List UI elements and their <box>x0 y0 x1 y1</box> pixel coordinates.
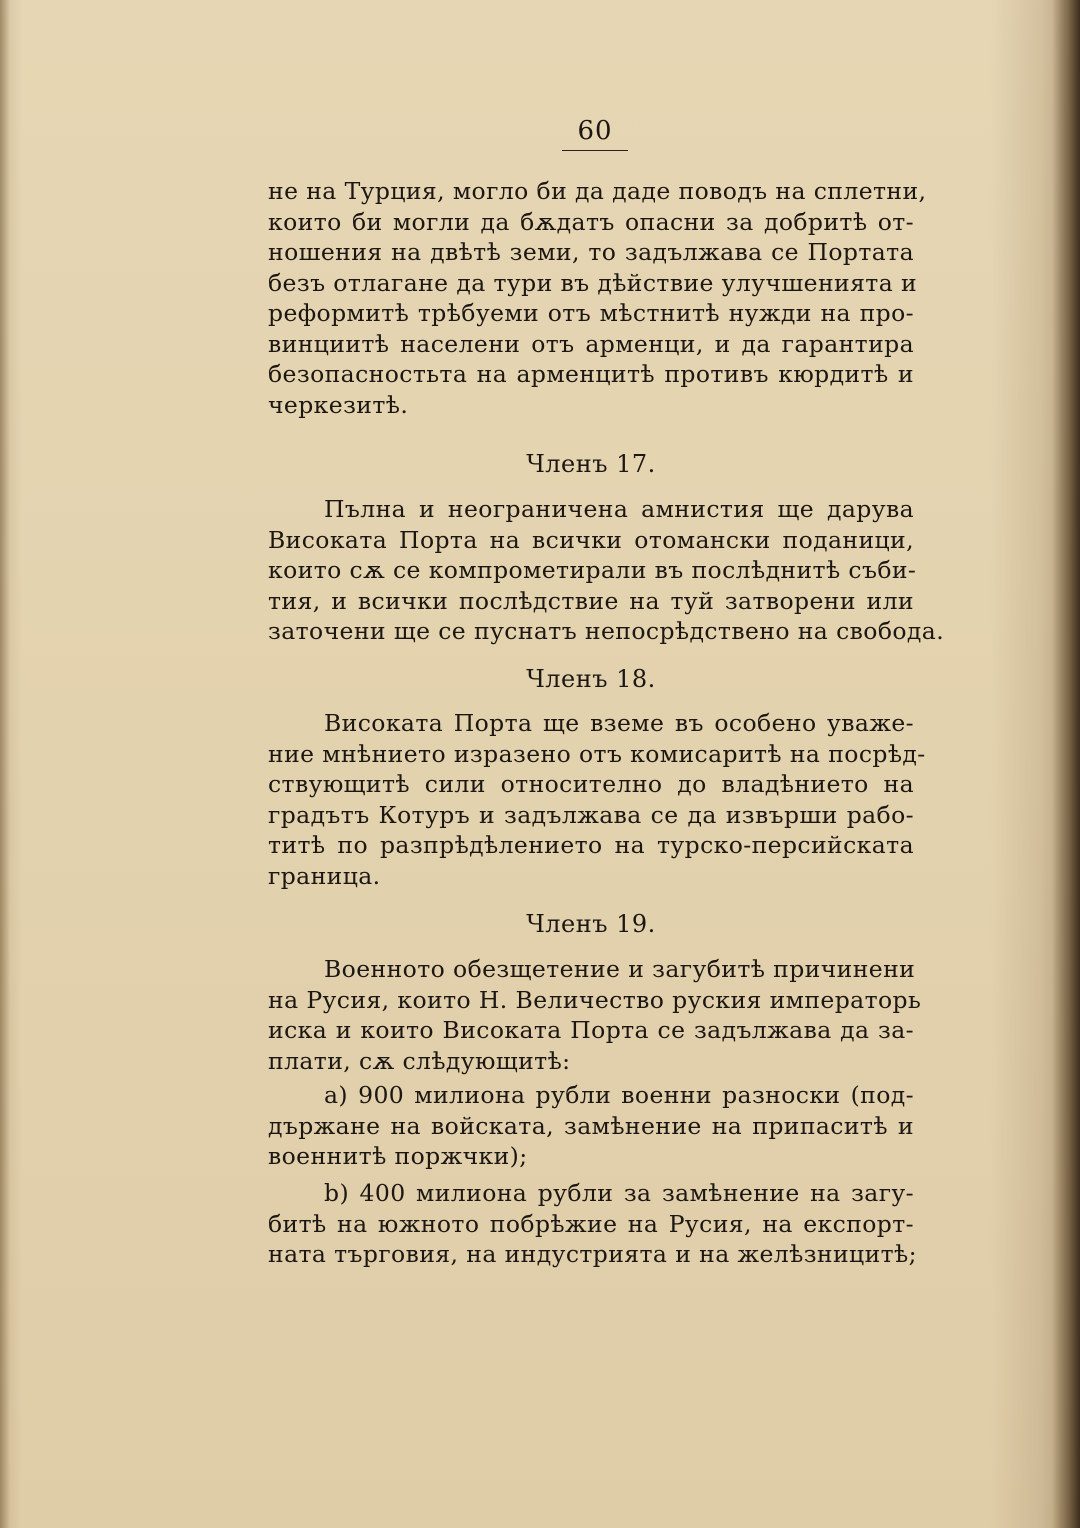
text-line: Пълна и неограничена амнистия ще дарува <box>324 495 914 523</box>
page-gutter-shadow <box>1052 0 1080 1528</box>
text-line: ние мнѣнието изразено отъ комисаритѣ на посрѣд- <box>268 739 926 768</box>
text-line: безъ отлагане да тури въ дѣйствие улучшенията и <box>268 268 918 297</box>
article-17-heading: Членъ 17. <box>526 450 656 478</box>
text-line: не на Турция, могло би да даде поводъ на сплетни, <box>268 177 927 205</box>
text-line: ствующитѣ сили относително до владѣнието на <box>268 770 914 798</box>
article-19-item-a <box>268 1080 914 1172</box>
text-line: винциитѣ населени отъ арменци, и да гарантира <box>268 329 914 358</box>
text-line: иска и които Високата Порта се задължава да за- <box>268 1016 914 1044</box>
text-line: безопасностьта на арменцитѣ противъ кюрдитѣ и <box>268 360 914 388</box>
text-line: Високата Порта на всички отомански поданици, <box>268 525 914 554</box>
text-line: които би могли да бѫдатъ опасни за добритѣ от- <box>268 207 914 236</box>
article-19-item-b <box>268 1178 917 1270</box>
page-number: 60 <box>577 116 613 146</box>
text-line: битѣ на южното побрѣжие на Русия, на експорт- <box>268 1209 914 1238</box>
text-line: Високата Порта ще вземе въ особено уваже- <box>324 709 914 737</box>
text-line: военнитѣ поржчки); <box>268 1142 528 1170</box>
text-line: заточени ще се пуснатъ непосрѣдствено на свобода. <box>268 617 945 645</box>
text-line: черкезитѣ. <box>268 390 409 419</box>
text-line: държане на войската, замѣнение на припаситѣ и <box>268 1111 914 1140</box>
text-line: a) 900 милиона рубли военни разноски (под- <box>324 1081 914 1109</box>
text-line: ношения на двѣтѣ земи, то задължава се Портата <box>268 238 914 266</box>
article-19-heading: Членъ 19. <box>526 910 656 938</box>
article-19-intro <box>268 954 922 1076</box>
text-line: граница. <box>268 861 381 890</box>
page-number-underline <box>562 150 628 151</box>
text-line: b) 400 милиона рубли за замѣнение на загу- <box>324 1179 914 1207</box>
text-line: които сѫ се компрометирали въ послѣднитѣ съби- <box>268 556 917 584</box>
text-line: плати, сѫ слѣдующитѣ: <box>268 1046 571 1075</box>
article-17-paragraph <box>268 494 945 647</box>
text-line: Военното обезщетение и загубитѣ причинени <box>324 955 916 983</box>
text-line: градътъ Котуръ и задължава се да извърши рабо- <box>268 800 914 829</box>
text-line: реформитѣ трѣбуеми отъ мѣстнитѣ нужди на про- <box>268 299 914 327</box>
text-line: ната търговия, на индустрията и на желѣзницитѣ; <box>268 1240 917 1268</box>
article-18-heading: Членъ 18. <box>526 665 656 693</box>
text-line: на Русия, които Н. Величество руския императорь <box>268 985 922 1014</box>
article-18-paragraph <box>268 708 926 891</box>
text-line: тия, и всички послѣдствие на туй затворени или <box>268 586 914 615</box>
continuation-paragraph <box>268 176 927 420</box>
page-left-shadow <box>0 0 10 1528</box>
text-line: титѣ по разпрѣдѣлението на турско-персийската <box>268 831 914 859</box>
